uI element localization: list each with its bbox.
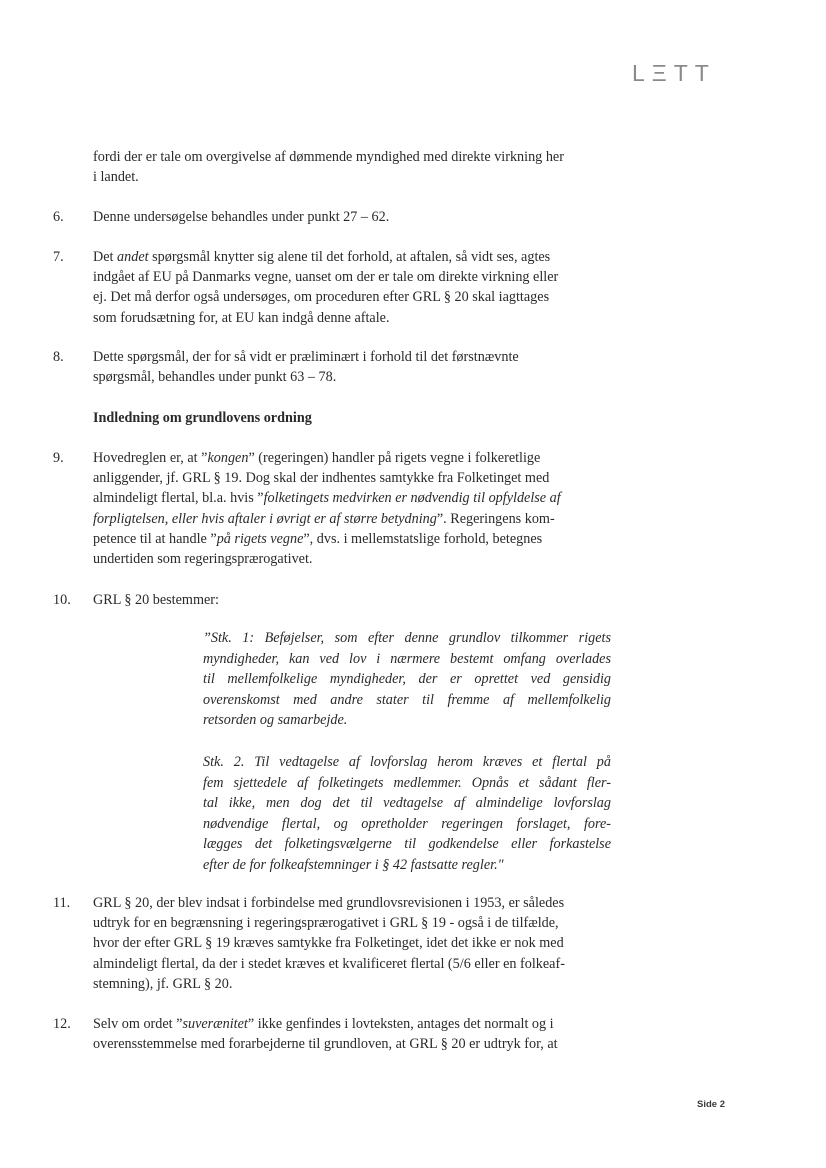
paragraph-line: overensstemmelse med forarbejderne til grundloven, at GRL § 20 er udtryk for, at: [93, 1036, 558, 1053]
paragraph-line: forpligtelsen, eller hvis aftaler i øvrigt er af større betydning”. Regeringens kom-: [93, 510, 555, 527]
paragraph-number: 12.: [53, 1016, 71, 1032]
paragraph-line: hvor der efter GRL § 19 kræves samtykke fra Folketinget, idet det ikke er nok med: [93, 935, 564, 952]
quote-line: nødvendige flertal, og opretholder regeringen forslaget, fore-: [203, 815, 611, 832]
paragraph-line: Selv om ordet ”suverænitet” ikke genfindes i lovteksten, antages det normalt og i: [93, 1016, 554, 1032]
section-heading: Indledning om grundlovens ordning: [93, 410, 312, 426]
paragraph-line: Det andet spørgsmål knytter sig alene til det forhold, at aftalen, så vidt ses, agtes: [93, 249, 551, 265]
lett-logo: LΞTT: [632, 60, 716, 86]
paragraph-number: 11.: [53, 895, 71, 911]
paragraph-line: undertiden som regeringsprærogativet.: [93, 551, 313, 568]
paragraph-line: GRL § 20 bestemmer:: [93, 592, 219, 608]
paragraph-number: 7.: [53, 249, 64, 265]
paragraph-number: 8.: [53, 349, 64, 365]
quote-line: Stk. 2. Til vedtagelse af lovforslag herom kræves et flertal på: [203, 754, 611, 770]
paragraph-line: udtryk for en begrænsning i regeringsprærogativet i GRL § 19 - også i de tilfælde,: [93, 915, 559, 932]
paragraph-line: spørgsmål, behandles under punkt 63 – 78.: [93, 369, 337, 386]
paragraph-line: Denne undersøgelse behandles under punkt 27 – 62.: [93, 209, 390, 225]
quote-line: overenskomst med andre stater til fremme af mellemfolkelig: [203, 691, 611, 708]
paragraph-line: Dette spørgsmål, der for så vidt er præliminært i forhold til det førstnævnte: [93, 349, 519, 365]
quote-line: ”Stk. 1: Beføjelser, som efter denne grundlov tilkommer rigets: [203, 630, 611, 646]
quote-line: retsorden og samarbejde.: [203, 712, 348, 728]
paragraph-line: GRL § 20, der blev indsat i forbindelse med grundlovsrevisionen i 1953, er således: [93, 895, 565, 911]
quote-line: myndigheder, kan ved lov i nærmere bestemt omfang overlades: [203, 650, 611, 667]
paragraph-line: indgået af EU på Danmarks vegne, uanset om der er tale om direkte virkning eller: [93, 269, 559, 286]
quote-line: lægges det folketingsvælgerne til godkendelse eller forkastelse: [203, 836, 611, 852]
quote-stk-1: [203, 628, 611, 731]
page-number: Side 2: [697, 1099, 725, 1110]
quote-line: fem sjettedele af folketingets medlemmer. Opnås et sådant fler-: [203, 774, 611, 791]
intro-line: fordi der er tale om overgivelse af dømmende myndighed med direkte virkning her: [93, 149, 564, 165]
quote-line: til mellemfolkelige myndigheder, der er oprettet ved gensidig: [203, 671, 611, 687]
paragraph-number: 10.: [53, 592, 71, 608]
paragraph-line: ej. Det må derfor også undersøges, om proceduren efter GRL § 20 skal iagttages: [93, 289, 550, 306]
paragraph-line: som forudsætning for, at EU kan indgå denne aftale.: [93, 309, 390, 326]
paragraph-line: stemning), jf. GRL § 20.: [93, 975, 233, 992]
quote-line: tal ikke, men dog det til vedtagelse af almindelige lovforslag: [203, 795, 611, 811]
intro-paragraph: [93, 147, 613, 187]
quote-stk-2: [203, 752, 611, 875]
quote-line: efter de for folkeafstemninger i § 42 fastsatte regler.": [203, 856, 504, 873]
paragraph-line: almindeligt flertal, da der i stedet kræves et kvalificeret flertal (5/6 eller en folkeaf-: [93, 955, 565, 972]
paragraph-number: 9.: [53, 450, 64, 466]
paragraph-number: 6.: [53, 209, 64, 225]
paragraph-line: petence til at handle ”på rigets vegne”, dvs. i mellemstatslige forhold, betegnes: [93, 530, 543, 547]
intro-line: i landet.: [93, 169, 139, 186]
paragraph-line: anliggender, jf. GRL § 19. Dog skal der indhentes samtykke fra Folketinget med: [93, 470, 550, 487]
paragraph-line: Hovedreglen er, at ”kongen” (regeringen) handler på rigets vegne i folkeretlige: [93, 450, 541, 466]
paragraph-line: almindeligt flertal, bl.a. hvis ”folketingets medvirken er nødvendig til opfyldelse af: [93, 490, 561, 507]
